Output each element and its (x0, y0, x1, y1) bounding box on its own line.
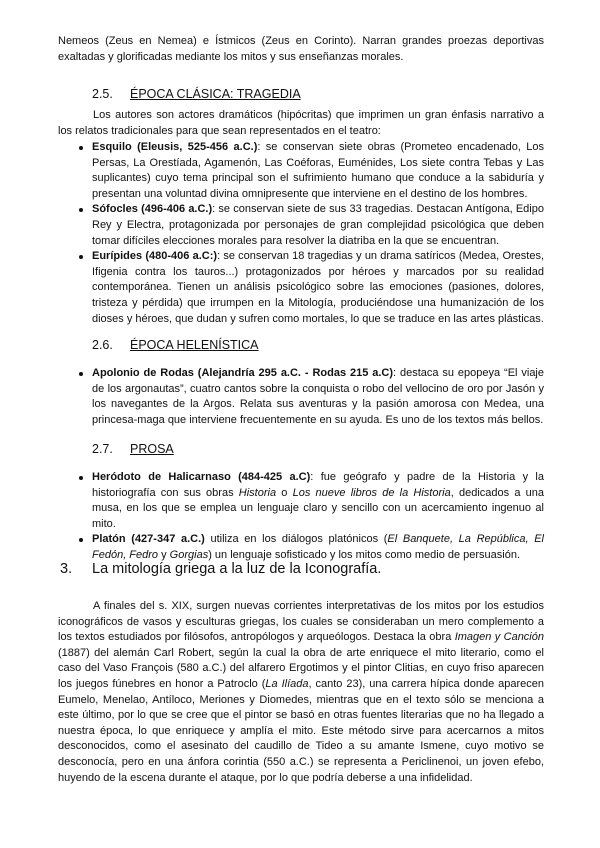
text-run: ) un lenguaje sofisticado y los mitos como medio de persuasión. (208, 548, 521, 561)
italic-text: El Banquete, La República, El Fedón, Fedro (92, 533, 544, 561)
heading-epoca-clasica (92, 86, 301, 102)
text-run: A finales del s. XIX, surgen nuevas corrientes interpretativas de los mitos por los estudios iconográficos de vasos y esculturas griegas, los cuales se consideraban un mero complemento a los textos estudiados por filósofos, antropólogos y arqueólogos. Destaca la obra (58, 600, 544, 644)
text-run: : destaca su epopeya “El viaje de los argonautas”, cuatro cantos sobre la conquista o robo del vellocino de oro por Jasón y los navegantes de la Argos. Relata sus aventuras y la pasión amorosa con Medea, una princesa-maga que interviene frecuentemente en su ayuda. Es uno de los textos más bellos. (92, 367, 544, 426)
bold-text: Sófocles (496-406 a.C.) (92, 203, 213, 216)
text-run: o (276, 486, 293, 499)
text-run: (1887) del alemán Carl Robert, según la cual la obra de arte enriquece el mito literario, como el caso del Vaso François (580 a.C.) del alfarero Ergotimos y el pintor Clitias, en cuyo friso aparecen los juegos fúnebres en honor a Patroclo ( (58, 646, 544, 690)
bold-text: Esquilo (Eleusis, 525-456 a.C.) (92, 141, 258, 153)
bold-text: Eurípides (480-406 a.C:) (92, 250, 218, 263)
heading-number: 2.5. (92, 87, 113, 101)
text-run: y (158, 548, 170, 561)
paragraph-juegos (58, 34, 544, 65)
italic-text: Gorgias (169, 548, 209, 561)
list-item (92, 470, 544, 532)
italic-text: La Ilíada (265, 677, 309, 690)
list-item (92, 202, 544, 249)
heading-title: ÉPOCA HELENÍSTICA (130, 338, 259, 352)
heading-number: 2.7. (92, 442, 113, 456)
text-run: : fue geógrafo y padre de la Historia y la historiografía con sus obras (92, 471, 544, 499)
text-run: , dedicados a una musa, en los que se emplea un lenguaje claro y sencillo con un acercamiento ingenuo al mito. (92, 486, 544, 530)
list-prose-authors (58, 470, 544, 564)
list-item (92, 532, 544, 563)
bold-text: Apolonio de Rodas (Alejandría 295 a.C. - Rodas 215 a.C) (92, 367, 394, 379)
paragraph-iconografia (58, 599, 544, 786)
text-run: Los autores son actores dramáticos (hipócritas) que imprimen un gran énfasis narrativo a los relatos tradicionales para que sean representados en el teatro: (58, 109, 544, 137)
italic-text: Los nueve libros de la Historia (292, 486, 451, 499)
heading-epoca-helenistica (92, 337, 259, 353)
text-run: utiliza en los diálogos platónicos ( (204, 533, 388, 546)
heading-title: PROSA (130, 442, 174, 456)
bold-text: Heródoto de Halicarnaso (484-425 a.C) (92, 471, 311, 483)
heading-prosa (92, 441, 174, 457)
bold-text: Platón (427-347 a.C.) (92, 533, 205, 546)
text-run: : se conservan 18 tragedias y un drama satíricos (Medea, Orestes, Ifigenia contra los tauros...) protagonizados por héroes y marcados por su realidad contemporánea. Tienen un análisis psicológico sobre las emociones (pasiones, dolores, tristeza y pérdida) que irrumpen en la Mitología, produciéndose una humanización de los dioses y héroes, que dudan y sufren como mortales, lo que se traduce en las artes plásticas. (92, 250, 545, 325)
list-item (92, 249, 544, 327)
list-item (92, 366, 544, 428)
text-run: : se conservan siete de sus 33 tragedias. Destacan Antígona, Edipo Rey y Electra, protagonizada por personajes de gran complejidad psicológica que deben tomar difíciles elecciones morales para resolver la diatriba en la que se encuentran. (92, 203, 544, 247)
italic-text: Imagen y Canción (454, 631, 544, 644)
list-hellenistic (58, 366, 544, 428)
text-run: Nemeos (Zeus en Nemea) e Ístmicos (Zeus en Corinto). Narran grandes proezas deportivas exaltadas y glorificadas mediante los mitos y sus enseñanzas morales. (58, 35, 544, 63)
text-run: , canto 23), una carrera hípica donde aparecen Eumelo, Menelao, Antíloco, Meriones y Diomedes, mientras que en el texto sólo se menciona a este último, por lo que se cree que el pintor se basó en otras fuentes literarias que no ha llegado a nuestra época, lo que enriquece y amplía el mito. Este método sirve para acercarnos a mitos desconocidos, como el asesinato del caudillo de Tideo a su amante Ismene, cuyo motivo se desconocía, pero en una ánfora corintia (550 a.C.) se representa a Periclinenoi, un joven efebo, huyendo de la escena durante el ataque, por lo que podría deberse a una infidelidad. (58, 677, 545, 784)
text-run: : se conservan siete obras (Prometeo encadenado, Los Persas, La Orestíada, Agamenón, Las Coéforas, Euménides, Los siete contra Tebas y Las suplicantes) cuyo tema principal son el sufrimiento humano que conduce a la sabiduría y presentan una voluntad divina omnipresente que interviene en el destino de los hombres. (92, 141, 544, 200)
heading-number: 3. (60, 561, 73, 577)
section-heading-iconografia (60, 560, 381, 578)
list-tragedians (58, 140, 544, 327)
heading-title: La mitología griega a la luz de la Iconografía. (92, 561, 382, 577)
heading-number: 2.6. (92, 338, 113, 352)
list-item (92, 140, 544, 202)
paragraph-tragedia-intro (58, 108, 544, 139)
italic-text: Historia (238, 486, 277, 499)
heading-title: ÉPOCA CLÁSICA: TRAGEDIA (130, 87, 301, 101)
